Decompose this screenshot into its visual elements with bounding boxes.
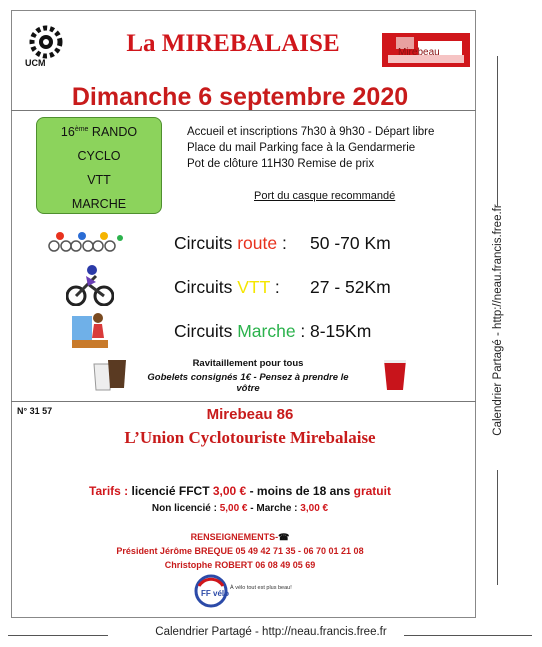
circuit-route-type: route (237, 233, 278, 253)
mirebeau-logo-text: Mirebeau (398, 47, 440, 58)
ffvelo-logo (193, 574, 229, 608)
circuit-route-distance: 50 -70 Km (310, 233, 391, 253)
ravitaillement-title: Ravitaillement pour tous (192, 358, 304, 369)
contact-president: Président Jérôme BREQUE 05 49 42 71 35 - 06 70 01 21 08 (116, 546, 364, 556)
cups-icon (92, 356, 132, 392)
helmet-note: Port du casque recommandé (254, 190, 396, 202)
club-name: L’Union Cyclotouriste Mirebalaise (124, 428, 376, 447)
event-title: La MIREBALAISE (126, 30, 340, 57)
event-location: Mirebeau 86 (206, 406, 294, 423)
tarifs-non-licencie-line: Non licencié : 5,00 € - Marche : 3,00 € (151, 503, 329, 514)
circuit-marche-type: Marche (237, 321, 296, 341)
red-cup-icon (382, 358, 408, 392)
event-date: Dimanche 6 septembre 2020 (71, 83, 409, 111)
circuit-marche: Circuits Marche : (174, 321, 306, 341)
contact-christophe: Christophe ROBERT 06 08 49 05 69 (164, 560, 316, 570)
circuit-vtt-type: VTT (237, 277, 270, 297)
sidebar-credit-container (488, 70, 508, 570)
sidebar-credit: Calendrier Partagé - http://neau.francis.free.fr (492, 204, 504, 436)
rando-box (36, 117, 162, 214)
rando-line-1: 16ème RANDO (60, 125, 138, 140)
tarifs-line: Tarifs : licencié FFCT 3,00 € - moins de 18 ans gratuit (89, 484, 391, 498)
ucm-logo (20, 18, 72, 74)
phone-icon: ☎ (278, 532, 290, 542)
footer-credit: Calendrier Partagé - http://neau.francis.free.fr (151, 626, 390, 638)
ucm-logo-text: UCM (25, 58, 46, 68)
divider-top (11, 110, 476, 111)
rando-line-2: CYCLO (77, 149, 121, 164)
renseignements-title: RENSEIGNEMENTS-☎ (190, 532, 290, 542)
ffvelo-logo-text: FF vélo (201, 589, 229, 598)
circuit-route: Circuits route : 50 -70 Km (174, 233, 391, 253)
road-cyclists-icon (46, 230, 126, 252)
circuit-vtt-distance: 27 - 52Km (310, 277, 391, 297)
footer-credit-wrap (0, 626, 542, 638)
hiker-icon (70, 310, 110, 350)
divider-middle (11, 401, 476, 402)
info-line-3: Pot de clôture 11H30 Remise de prix (187, 158, 375, 170)
circuit-vtt: Circuits VTT : 27 - 52Km (174, 277, 391, 297)
info-line-1: Accueil et inscriptions 7h30 à 9h30 - Départ libre (187, 126, 435, 138)
info-line-2: Place du mail Parking face à la Gendarmerie (187, 142, 416, 154)
rando-line-4: MARCHE (71, 197, 127, 212)
mtb-rider-icon (66, 264, 114, 306)
mirebeau-logo (382, 33, 470, 67)
ravitaillement-note: Gobelets consignés 1€ - Pensez à prendre le vôtre (147, 372, 349, 394)
ffvelo-tagline: À vélo tout est plus beau! (230, 585, 292, 591)
circuit-marche-distance: 8-15Km (310, 321, 372, 341)
event-number: N° 31 57 (17, 406, 53, 416)
rando-line-3: VTT (87, 173, 111, 188)
